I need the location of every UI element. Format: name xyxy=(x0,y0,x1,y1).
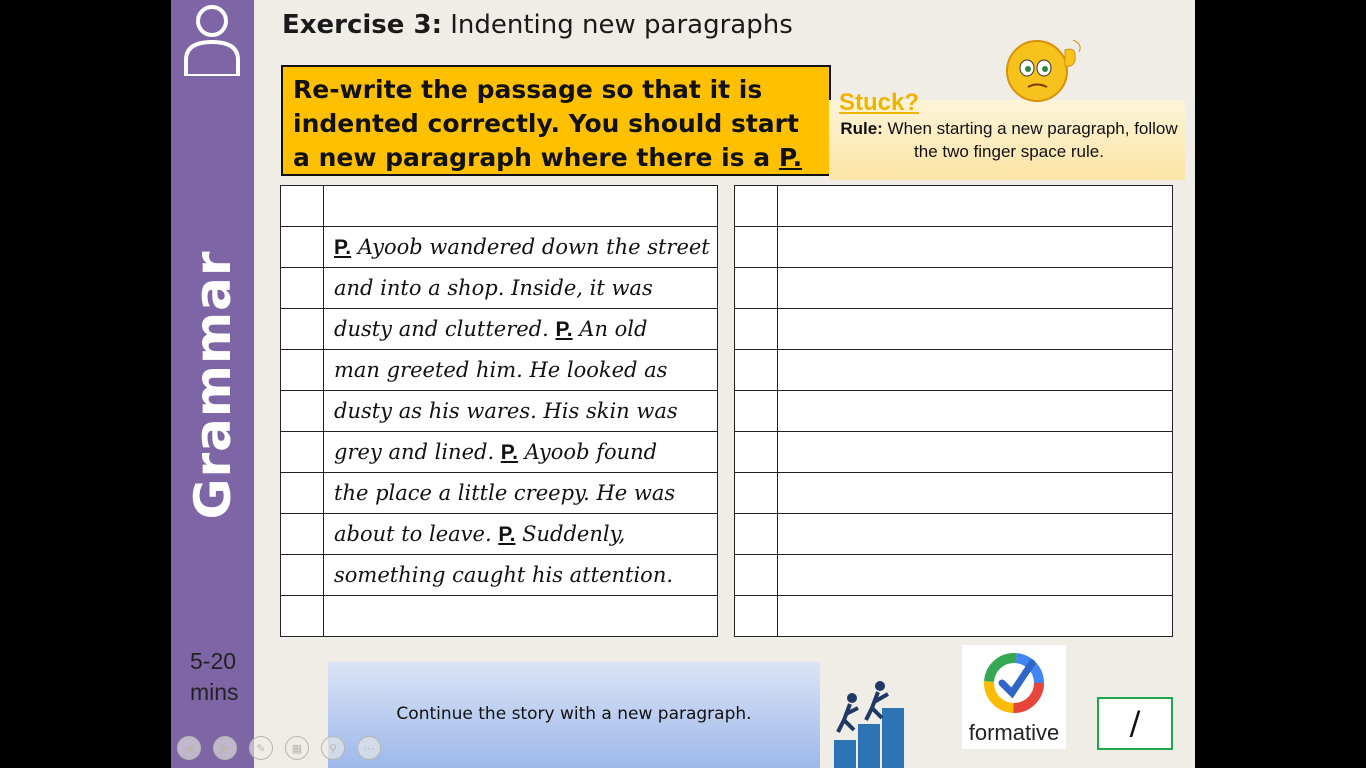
margin-cell xyxy=(735,473,778,514)
exercise-number: Exercise 3: xyxy=(282,10,442,40)
instruction-marker: P. xyxy=(778,143,803,172)
time-label: 5-20 mins xyxy=(190,648,239,705)
continue-text: Continue the story with a new paragraph. xyxy=(396,704,752,724)
margin-cell xyxy=(735,391,778,432)
answer-row xyxy=(735,186,1173,227)
passage-line xyxy=(324,391,718,432)
passage-text: something caught his attention. xyxy=(334,563,674,587)
passage-row xyxy=(281,309,718,350)
answer-line[interactable] xyxy=(778,186,1173,227)
passage-text: and into a shop. Inside, it was xyxy=(334,276,653,300)
margin-cell xyxy=(281,473,324,514)
passage-row xyxy=(281,186,718,227)
previous-icon[interactable]: ◀ xyxy=(177,736,201,760)
answer-row xyxy=(735,268,1173,309)
margin-cell xyxy=(281,268,324,309)
margin-cell xyxy=(281,555,324,596)
passage-line xyxy=(324,432,718,473)
passage-row xyxy=(281,514,718,555)
margin-cell xyxy=(735,268,778,309)
margin-cell xyxy=(735,514,778,555)
thinking-emoji-icon xyxy=(1003,38,1085,104)
formative-label: formative xyxy=(968,720,1060,745)
margin-cell xyxy=(281,186,324,227)
margin-cell xyxy=(735,309,778,350)
margin-cell xyxy=(281,514,324,555)
sidebar-title: Grammar xyxy=(184,250,242,520)
passage-text: grey and lined. xyxy=(334,439,501,464)
margin-cell xyxy=(735,350,778,391)
stuck-title: Stuck? xyxy=(839,89,920,116)
paragraph-marker: P. xyxy=(334,235,352,259)
score-box[interactable]: / xyxy=(1097,697,1173,750)
person-outline-icon xyxy=(183,4,241,76)
passage-row xyxy=(281,350,718,391)
passage-text: Ayoob wandered down the street xyxy=(351,234,710,259)
answer-line[interactable] xyxy=(778,596,1173,637)
margin-cell xyxy=(281,309,324,350)
paragraph-marker: P. xyxy=(555,317,573,341)
passage-line xyxy=(324,473,718,514)
answer-line[interactable] xyxy=(778,473,1173,514)
passage-line xyxy=(324,555,718,596)
answer-line[interactable] xyxy=(778,227,1173,268)
passage-row xyxy=(281,268,718,309)
answer-table xyxy=(734,185,1173,637)
passage-line xyxy=(324,350,718,391)
margin-cell xyxy=(281,350,324,391)
stuck-rule xyxy=(839,117,1179,163)
next-icon[interactable]: ▶ xyxy=(213,736,237,760)
passage-text: dusty as his wares. His skin was xyxy=(334,399,678,423)
slideshow-controls xyxy=(177,736,381,762)
margin-cell xyxy=(735,555,778,596)
passage-row xyxy=(281,555,718,596)
formative-check-icon xyxy=(962,645,1066,725)
answer-row xyxy=(735,227,1173,268)
margin-cell xyxy=(281,432,324,473)
slide xyxy=(171,0,1195,768)
margin-cell xyxy=(281,596,324,637)
passage-row xyxy=(281,596,718,637)
margin-cell xyxy=(281,391,324,432)
answer-line[interactable] xyxy=(778,309,1173,350)
passage-table xyxy=(280,185,718,637)
answer-line[interactable] xyxy=(778,432,1173,473)
answer-row xyxy=(735,391,1173,432)
climbing-steps-icon xyxy=(832,678,908,768)
passage-line xyxy=(324,268,718,309)
rule-label: Rule: xyxy=(840,119,883,138)
passage-line xyxy=(324,514,718,555)
passage-line xyxy=(324,596,718,637)
passage-row xyxy=(281,391,718,432)
answer-line[interactable] xyxy=(778,391,1173,432)
pen-icon[interactable]: ✎ xyxy=(249,736,273,760)
instruction-box xyxy=(281,65,831,176)
answer-row xyxy=(735,309,1173,350)
passage-text: dusty and cluttered. xyxy=(334,316,556,341)
answer-line[interactable] xyxy=(778,350,1173,391)
passage-text: the place a little creepy. He was xyxy=(334,481,676,505)
passage-row xyxy=(281,473,718,514)
paragraph-marker: P. xyxy=(500,440,518,464)
answer-line[interactable] xyxy=(778,555,1173,596)
passage-text: about to leave. xyxy=(334,521,499,546)
passage-line xyxy=(324,309,718,350)
passage-line xyxy=(324,227,718,268)
margin-cell xyxy=(735,186,778,227)
passage-row xyxy=(281,432,718,473)
slides-icon[interactable]: ▦ xyxy=(285,736,309,760)
more-icon[interactable]: ⋯ xyxy=(357,736,381,760)
margin-cell xyxy=(735,227,778,268)
answer-row xyxy=(735,596,1173,637)
answer-line[interactable] xyxy=(778,268,1173,309)
sidebar xyxy=(171,0,254,768)
passage-text: man greeted him. He looked as xyxy=(334,358,668,382)
page-title xyxy=(282,10,793,40)
margin-cell xyxy=(735,432,778,473)
passage-row xyxy=(281,227,718,268)
rule-text: When starting a new paragraph, follow the two finger space rule. xyxy=(882,119,1178,161)
answer-row xyxy=(735,473,1173,514)
answer-row xyxy=(735,350,1173,391)
answer-line[interactable] xyxy=(778,514,1173,555)
paragraph-marker: P. xyxy=(498,522,516,546)
passage-line xyxy=(324,186,718,227)
answer-row xyxy=(735,514,1173,555)
passage-text: An old xyxy=(572,316,648,341)
answer-row xyxy=(735,432,1173,473)
exercise-title: Indenting new paragraphs xyxy=(441,10,793,40)
instruction-text: Re-write the passage so that it is indented correctly. You should start a new paragraph where there is a xyxy=(293,75,799,172)
passage-text: Suddenly, xyxy=(515,521,626,546)
zoom-icon[interactable]: ⚲ xyxy=(321,736,345,760)
margin-cell xyxy=(281,227,324,268)
passage-text: Ayoob found xyxy=(517,439,658,464)
answer-row xyxy=(735,555,1173,596)
margin-cell xyxy=(735,596,778,637)
